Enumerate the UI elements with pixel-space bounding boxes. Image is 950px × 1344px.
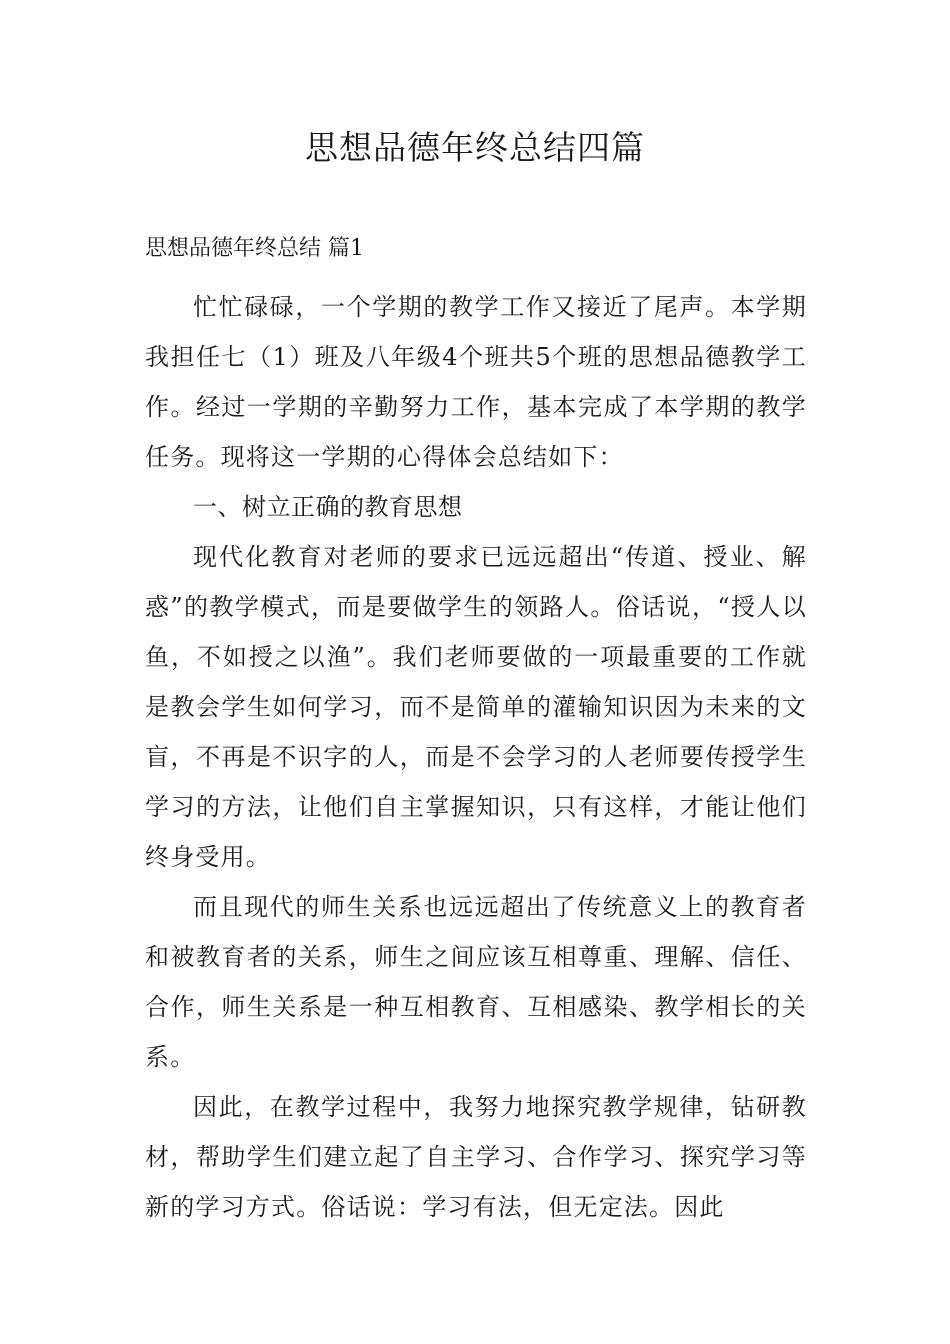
paragraph-teacher-student-relation: 而且现代的师生关系也远远超出了传统意义上的教育者和被教育者的关系，师生之间应该互相尊重、理解、信任、合作，师生关系是一种互相教育、互相感染、教学相长的关系。 bbox=[145, 893, 807, 1071]
paragraph-education-thought: 现代化教育对老师的要求已远远超出“传道、授业、解惑”的教学模式，而是要做学生的领路人。俗话说，“授人以鱼，不如授之以渔”。我们老师要做的一项最重要的工作就是教会学生如何学习，而不是简单的灌输知识因为未来的文盲，不再是不识字的人，而是不会学习的人老师要传授学生学习的方法，让他们自主掌握知识，只有这样，才能让他们终身受用。 bbox=[145, 543, 807, 871]
paragraph-intro: 忙忙碌碌，一个学期的教学工作又接近了尾声。本学期我担任七（1）班及八年级4个班共5个班的思想品德教学工作。经过一学期的辛勤努力工作，基本完成了本学期的教学任务。现将这一学期的心得体会总结如下： bbox=[145, 293, 807, 471]
document-title: 思想品德年终总结四篇 bbox=[305, 128, 645, 167]
paragraph-subheading: 一、树立正确的教育思想 bbox=[193, 493, 463, 521]
document-body bbox=[145, 282, 807, 1232]
paragraph-teaching-methods: 因此，在教学过程中，我努力地探究教学规律，钻研教材，帮助学生们建立起了自主学习、合作学习、探究学习等新的学习方式。俗话说：学习有法，但无定法。因此 bbox=[145, 1093, 807, 1221]
section-heading: 思想品德年终总结 篇1 bbox=[145, 236, 364, 261]
